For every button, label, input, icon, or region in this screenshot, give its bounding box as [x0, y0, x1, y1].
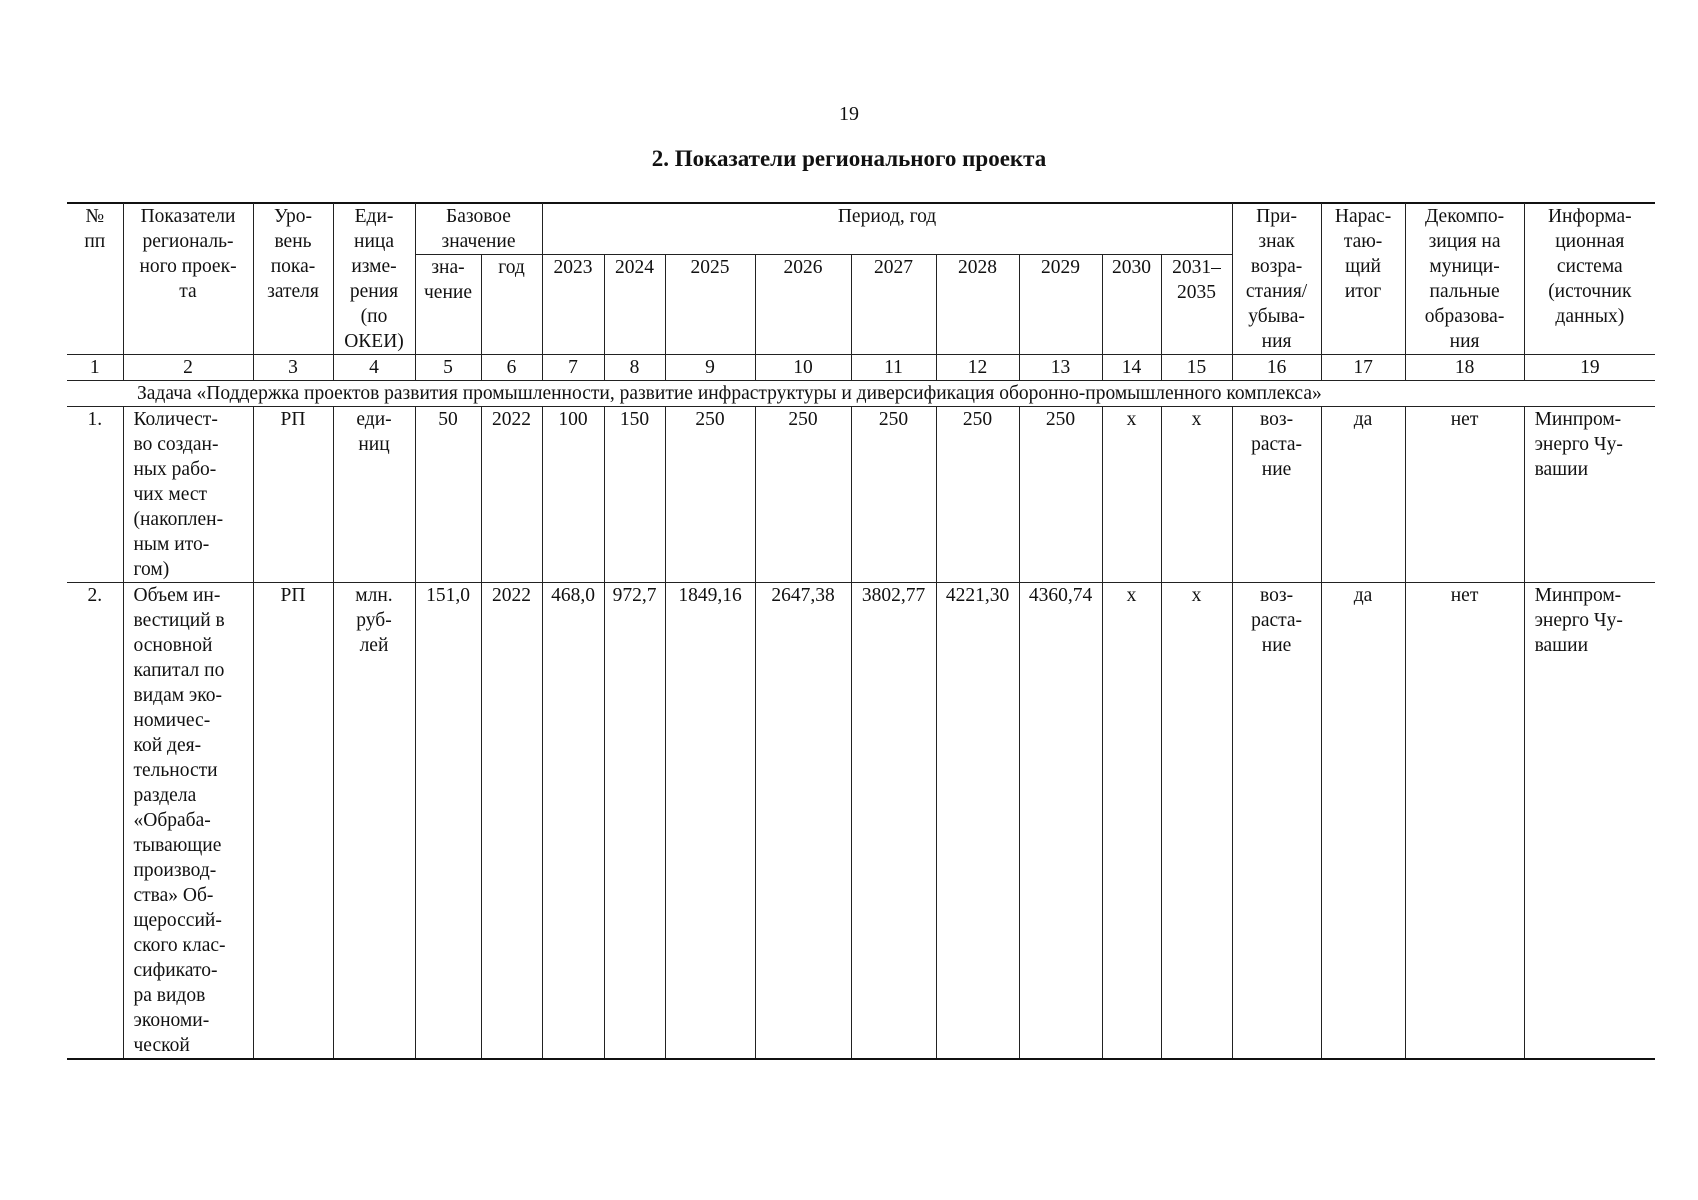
header-base-value: зна- чение: [415, 255, 481, 355]
header-base: Базовое значение: [415, 203, 542, 255]
header-unit: Еди- ница изме- рения (по ОКЕИ): [333, 203, 415, 355]
year-value: 4221,30: [936, 583, 1019, 1060]
year-value: 250: [665, 407, 755, 583]
header-year: 2030: [1102, 255, 1161, 355]
header-number: № пп: [67, 203, 123, 355]
trend-sign: воз- раста- ние: [1232, 407, 1321, 583]
column-number: 11: [851, 355, 936, 381]
indicator-name: Объем ин- вестиций в основной капитал по видам эко- номичес- кой дея- тельности раздела «Обраба- тывающие производ- ства» Об- щероссий- ского клас- сификато- ра видов экономи- ческой: [123, 583, 253, 1060]
indicator-unit: еди- ниц: [333, 407, 415, 583]
data-source: Минпром- энерго Чу- вашии: [1524, 583, 1655, 1060]
header-trend: При- знак возра- стания/ убыва- ния: [1232, 203, 1321, 355]
column-number: 4: [333, 355, 415, 381]
header-indicator: Показатели региональ- ного проек- та: [123, 203, 253, 355]
section-title: 2. Показатели регионального проекта: [651, 146, 1047, 171]
year-value: 1849,16: [665, 583, 755, 1060]
header-level: Уро- вень пока- зателя: [253, 203, 333, 355]
year-value: 150: [604, 407, 665, 583]
column-number: 12: [936, 355, 1019, 381]
column-number: 13: [1019, 355, 1102, 381]
data-source: Минпром- энерго Чу- вашии: [1524, 407, 1655, 583]
base-value: 50: [415, 407, 481, 583]
header-source: Информа- ционная система (источник данных): [1524, 203, 1655, 355]
column-number: 17: [1321, 355, 1405, 381]
cumulative-flag: да: [1321, 407, 1405, 583]
row-number: 2.: [67, 583, 123, 1060]
header-year: 2031– 2035: [1161, 255, 1232, 355]
header-year: 2026: [755, 255, 851, 355]
header-year: 2024: [604, 255, 665, 355]
page-number: 19: [839, 103, 859, 125]
table-row: [67, 583, 1655, 1060]
trend-sign: воз- раста- ние: [1232, 583, 1321, 1060]
year-value: 250: [851, 407, 936, 583]
year-value: х: [1102, 583, 1161, 1060]
column-number: 5: [415, 355, 481, 381]
header-decomposition: Декомпо- зиция на муници- пальные образова- ния: [1405, 203, 1524, 355]
column-number: 3: [253, 355, 333, 381]
column-number: 7: [542, 355, 604, 381]
header-base-year: год: [481, 255, 542, 355]
column-number: 1: [67, 355, 123, 381]
base-value: 151,0: [415, 583, 481, 1060]
year-value: 468,0: [542, 583, 604, 1060]
header-year: 2027: [851, 255, 936, 355]
header-year: 2029: [1019, 255, 1102, 355]
year-value: 3802,77: [851, 583, 936, 1060]
column-number: 19: [1524, 355, 1655, 381]
task-text: Задача «Поддержка проектов развития промышленности, развитие инфраструктуры и диверсификация оборонно-промышленного комплекса»: [67, 381, 1655, 407]
column-number: 15: [1161, 355, 1232, 381]
decomposition-flag: нет: [1405, 583, 1524, 1060]
task-row: [67, 381, 1655, 407]
base-year: 2022: [481, 407, 542, 583]
year-value: 100: [542, 407, 604, 583]
indicator-level: РП: [253, 583, 333, 1060]
year-value: х: [1161, 407, 1232, 583]
column-number: 14: [1102, 355, 1161, 381]
column-number: 18: [1405, 355, 1524, 381]
indicator-name: Количест- во создан- ных рабо- чих мест (накоплен- ным ито- гом): [123, 407, 253, 583]
column-number: 8: [604, 355, 665, 381]
column-number: 10: [755, 355, 851, 381]
header-year: 2023: [542, 255, 604, 355]
base-year: 2022: [481, 583, 542, 1060]
header-year: 2025: [665, 255, 755, 355]
header-cumulative: Нарас- таю- щий итог: [1321, 203, 1405, 355]
header-year: 2028: [936, 255, 1019, 355]
year-value: х: [1161, 583, 1232, 1060]
indicators-table: [67, 202, 1655, 1060]
year-value: 2647,38: [755, 583, 851, 1060]
table-row: [67, 407, 1655, 583]
column-number: 2: [123, 355, 253, 381]
column-number: 9: [665, 355, 755, 381]
year-value: 250: [936, 407, 1019, 583]
column-number: 16: [1232, 355, 1321, 381]
year-value: 4360,74: [1019, 583, 1102, 1060]
year-value: 250: [1019, 407, 1102, 583]
cumulative-flag: да: [1321, 583, 1405, 1060]
column-number: 6: [481, 355, 542, 381]
indicator-level: РП: [253, 407, 333, 583]
year-value: х: [1102, 407, 1161, 583]
indicator-unit: млн. руб- лей: [333, 583, 415, 1060]
column-numbers-row: [67, 355, 1655, 381]
year-value: 250: [755, 407, 851, 583]
decomposition-flag: нет: [1405, 407, 1524, 583]
year-value: 972,7: [604, 583, 665, 1060]
row-number: 1.: [67, 407, 123, 583]
header-period: Период, год: [542, 203, 1232, 255]
